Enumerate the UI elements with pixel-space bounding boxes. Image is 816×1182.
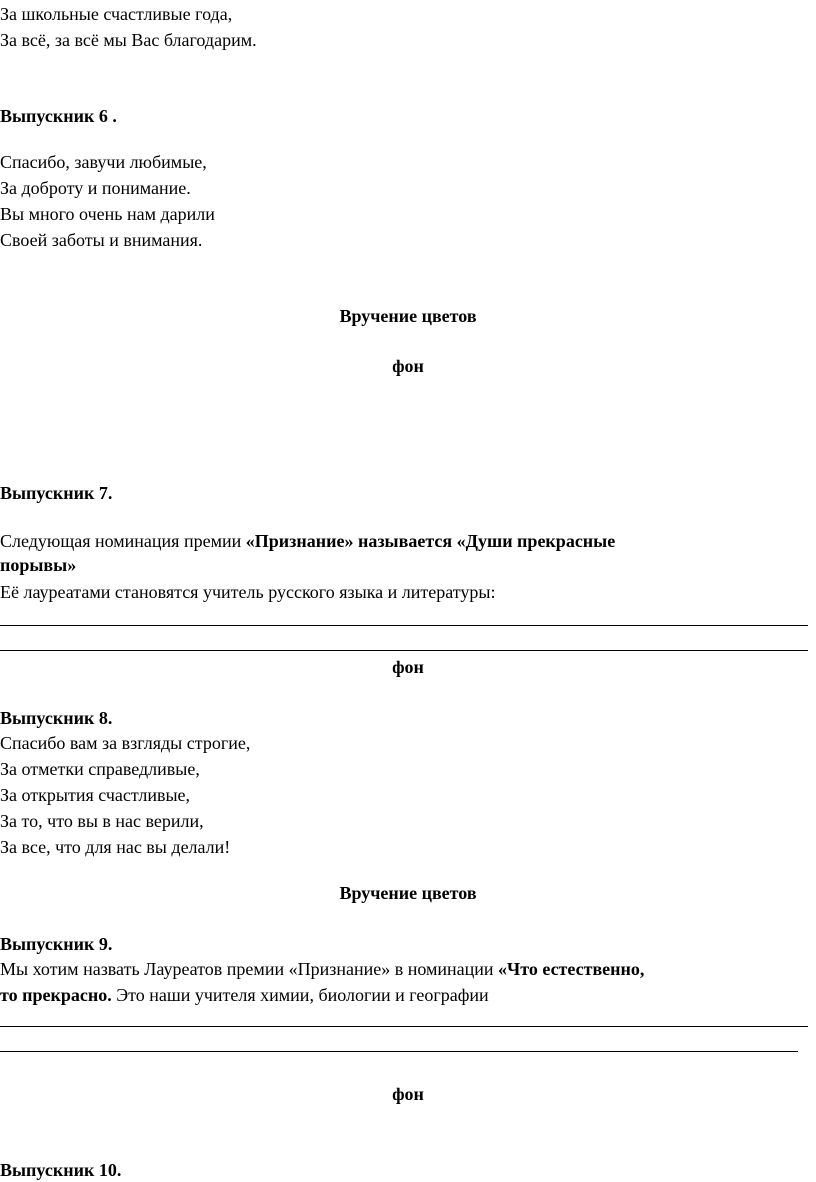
stage-direction-background: фон (392, 1084, 424, 1104)
stage-direction-background: фон (392, 356, 424, 376)
nomination-title-cont: то прекрасно. (0, 985, 112, 1005)
nomination-intro: Мы хотим назвать Лауреатов премии «Признание» в номинации (0, 959, 499, 979)
poem-line: Своей заботы и внимания. (0, 230, 203, 250)
nomination-title: «Признание» называется «Души прекрасные (245, 531, 616, 551)
stage-direction-flowers: Вручение цветов (339, 306, 477, 326)
stage-direction-background: фон (392, 657, 424, 677)
poem-line: За школьные счастливые года, (0, 4, 233, 24)
poem-line: За все, что для нас вы делали! (0, 837, 231, 857)
poem-line: За то, что вы в нас верили, (0, 811, 204, 831)
nomination-text (0, 529, 615, 553)
poem-line: За всё, за всё мы Вас благодарим. (0, 30, 257, 50)
speaker-heading-7: Выпускник 7. (0, 483, 113, 503)
blank-line (0, 650, 808, 651)
nomination-text (0, 957, 644, 981)
blank-line (0, 1051, 798, 1052)
nomination-title-cont: порывы» (0, 555, 77, 575)
stage-direction-flowers: Вручение цветов (339, 883, 477, 903)
speaker-heading-8: Выпускник 8. (0, 708, 113, 728)
speaker-heading-10: Выпускник 10. (0, 1160, 122, 1180)
poem-line: Вы много очень нам дарили (0, 204, 215, 224)
poem-line: За отметки справедливые, (0, 759, 200, 779)
speaker-heading-9: Выпускник 9. (0, 934, 113, 954)
laureates-intro: Её лауреатами становятся учитель русского языка и литературы: (0, 582, 496, 602)
poem-line: Спасибо, завучи любимые, (0, 152, 207, 172)
blank-line (0, 1026, 808, 1027)
blank-line (0, 625, 808, 626)
nomination-text-cont (0, 983, 489, 1007)
laureates-intro: Это наши учителя химии, биологии и географии (111, 985, 489, 1005)
poem-line: Спасибо вам за взгляды строгие, (0, 733, 251, 753)
poem-line: За доброту и понимание. (0, 178, 191, 198)
nomination-title: «Что естественно, (498, 959, 645, 979)
speaker-heading-6: Выпускник 6 . (0, 106, 117, 126)
nomination-intro: Следующая номинация премии (0, 531, 246, 551)
poem-line: За открытия счастливые, (0, 785, 191, 805)
